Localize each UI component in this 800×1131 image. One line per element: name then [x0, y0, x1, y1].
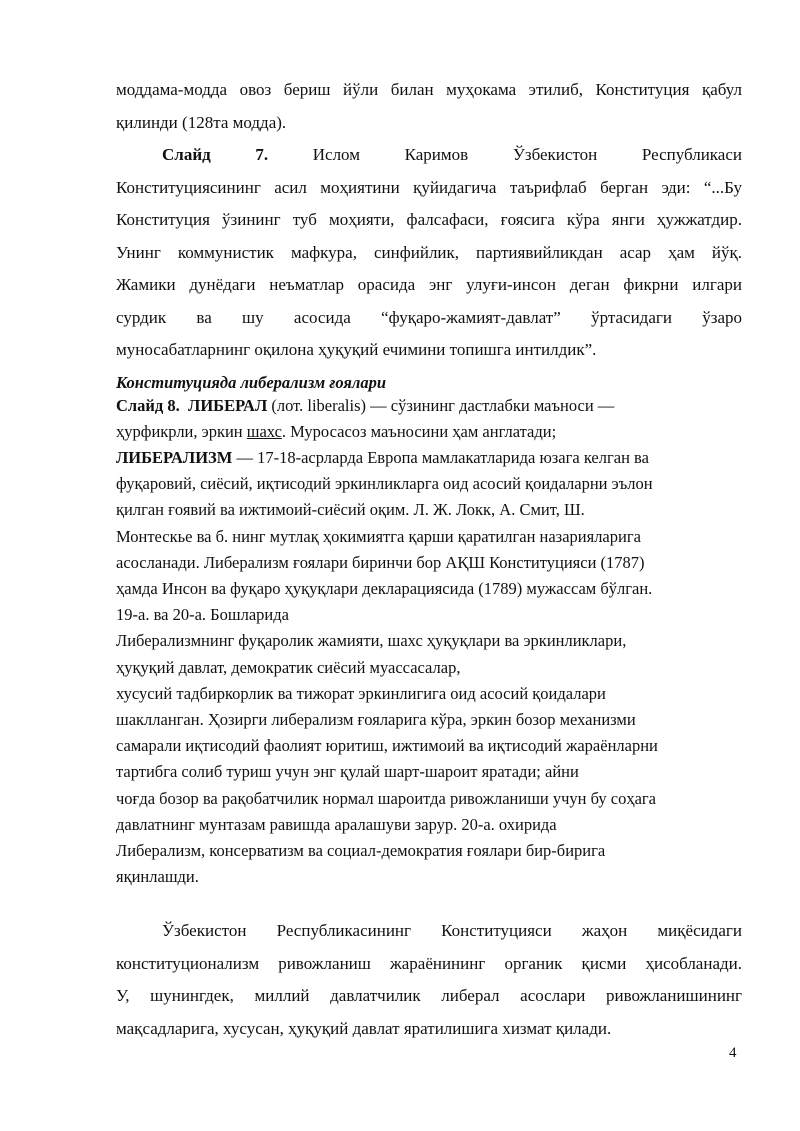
- para1-line1: моддама-модда овоз бериш йўли билан муҳокама этилиб, Конституция қабул: [116, 80, 742, 99]
- slide8-body-line: шаклланган. Ҳозирги либерализм ғояларига кўра, эркин бозор механизми: [116, 709, 636, 729]
- slide8-label: Слайд 8.: [116, 395, 180, 415]
- slide7-line5: Жамики дунёдаги неъматлар орасида энг улуғи-инсон деган фикрни илгари: [116, 275, 742, 294]
- liberalism-term: ЛИБЕРАЛИЗМ: [116, 447, 233, 467]
- section-heading: Конституцияда либерализм ғоялари: [116, 372, 387, 392]
- slide7-line1: [116, 139, 742, 172]
- slide8-body-line: чоғда бозор ва рақобатчилик нормал шароитда ривожланиши учун бу соҳага: [116, 788, 656, 808]
- slide8-line2-a: ҳурфикрли, эркин: [116, 421, 247, 441]
- slide8-body-line: Либерализмнинг фуқаролик жамияти, шахс ҳуқуқлари ва эркинликлари,: [116, 631, 627, 651]
- liberal-term: ЛИБЕРАЛ: [188, 395, 268, 415]
- slide8-body-line: асосланади. Либерализм ғоялари биринчи бор АҚШ Конституцияси (1787): [116, 552, 645, 572]
- shakhs-link[interactable]: шахс: [246, 421, 282, 441]
- slide8-body-line: ҳуқуқий давлат, демократик сиёсий муассасалар,: [116, 657, 461, 677]
- slide7-line7: муносабатларнинг оқилона ҳуқуқий ечимини топишга интилдик”.: [116, 340, 597, 359]
- final-line4: мақсадларига, хусусан, ҳуқуқий давлат яратилишига хизмат қилади.: [116, 1018, 612, 1038]
- slide7-line1-text: Ислом Каримов Ўзбекистон Республикаси: [268, 145, 742, 164]
- slide8-body-line: фуқаровий, сиёсий, иқтисодий эркинликларга оид асосий қоидаларни эълон: [116, 474, 653, 494]
- slide8-body-line: 19-а. ва 20-а. Бошларида: [116, 605, 289, 625]
- slide8-body: [116, 471, 742, 890]
- slide8-body-line: хусусий тадбиркорлик ва тижорат эркинлигига оид асосий қоидалари: [116, 683, 606, 703]
- slide8-line1-text: (лот. liberalis) — сўзининг дастлабки маъноси —: [267, 395, 615, 415]
- final-line3: У, шунингдек, миллий давлатчилик либерал асослари ривожланишининг: [116, 986, 742, 1006]
- slide8-body-line: ҳамда Инсон ва фуқаро ҳуқуқлари декларациясида (1789) мужассам бўлган.: [116, 578, 653, 598]
- final-line1: Ўзбекистон Республикасининг Конституцияси жаҳон миқёсидаги: [162, 921, 742, 941]
- slide8-body-line: яқинлашди.: [116, 867, 199, 887]
- slide8-body-line: самарали иқтисодий фаолият юритиш, ижтимоий ва иқтисодий жараёнларни: [116, 736, 658, 756]
- slide8-line2: [116, 419, 742, 445]
- slide8-body-line: қилган ғоявий ва ижтимоий-сиёсий оқим. Л. Ж. Локк, А. Смит, Ш.: [116, 500, 585, 520]
- slide7-line3: Конституция ўзининг туб моҳияти, фалсафаси, ғоясига кўра янги ҳужжатдир.: [116, 210, 742, 229]
- slide8-line2-b: . Муросасоз маъносини ҳам англатади;: [281, 421, 557, 441]
- slide8-line3: [116, 445, 742, 471]
- slide8-line3-text: — 17-18-асрларда Европа мамлакатларида юзага келган ва: [232, 447, 649, 467]
- para1-line2: қилинди (128та модда).: [116, 112, 287, 132]
- document-page: [116, 74, 742, 1045]
- page-number: 4: [729, 1045, 737, 1061]
- slide8-body-line: давлатнинг мунтазам равишда аралашуви зарур. 20-а. охирида: [116, 814, 557, 834]
- slide7-line6: сурдик ва шу асосида “фуқаро-жамият-давлат” ўртасидаги ўзаро: [116, 307, 742, 327]
- slide8-body-line: Либерализм, консерватизм ва социал-демократия ғоялари бир-бирига: [116, 840, 606, 860]
- slide7-line4: Унинг коммунистик мафкура, синфийлик, партиявийликдан асар ҳам йўқ.: [116, 242, 742, 262]
- slide7-label: Слайд 7.: [162, 145, 269, 164]
- slide8-line1: [116, 393, 742, 419]
- slide7-line2: Конституциясининг асил моҳиятини қуйидагича таърифлаб берган эди: “...Бу: [116, 177, 742, 197]
- slide8-body-line: тартибга солиб туриш учун энг қулай шарт-шароит яратади; айни: [116, 762, 579, 782]
- final-line2: конституционализм ривожланиш жараёнининг органик қисми ҳисобланади.: [116, 953, 742, 973]
- slide8-body-line: Монтескье ва б. нинг мутлақ ҳокимиятга қарши қаратилган назарияларига: [116, 526, 641, 546]
